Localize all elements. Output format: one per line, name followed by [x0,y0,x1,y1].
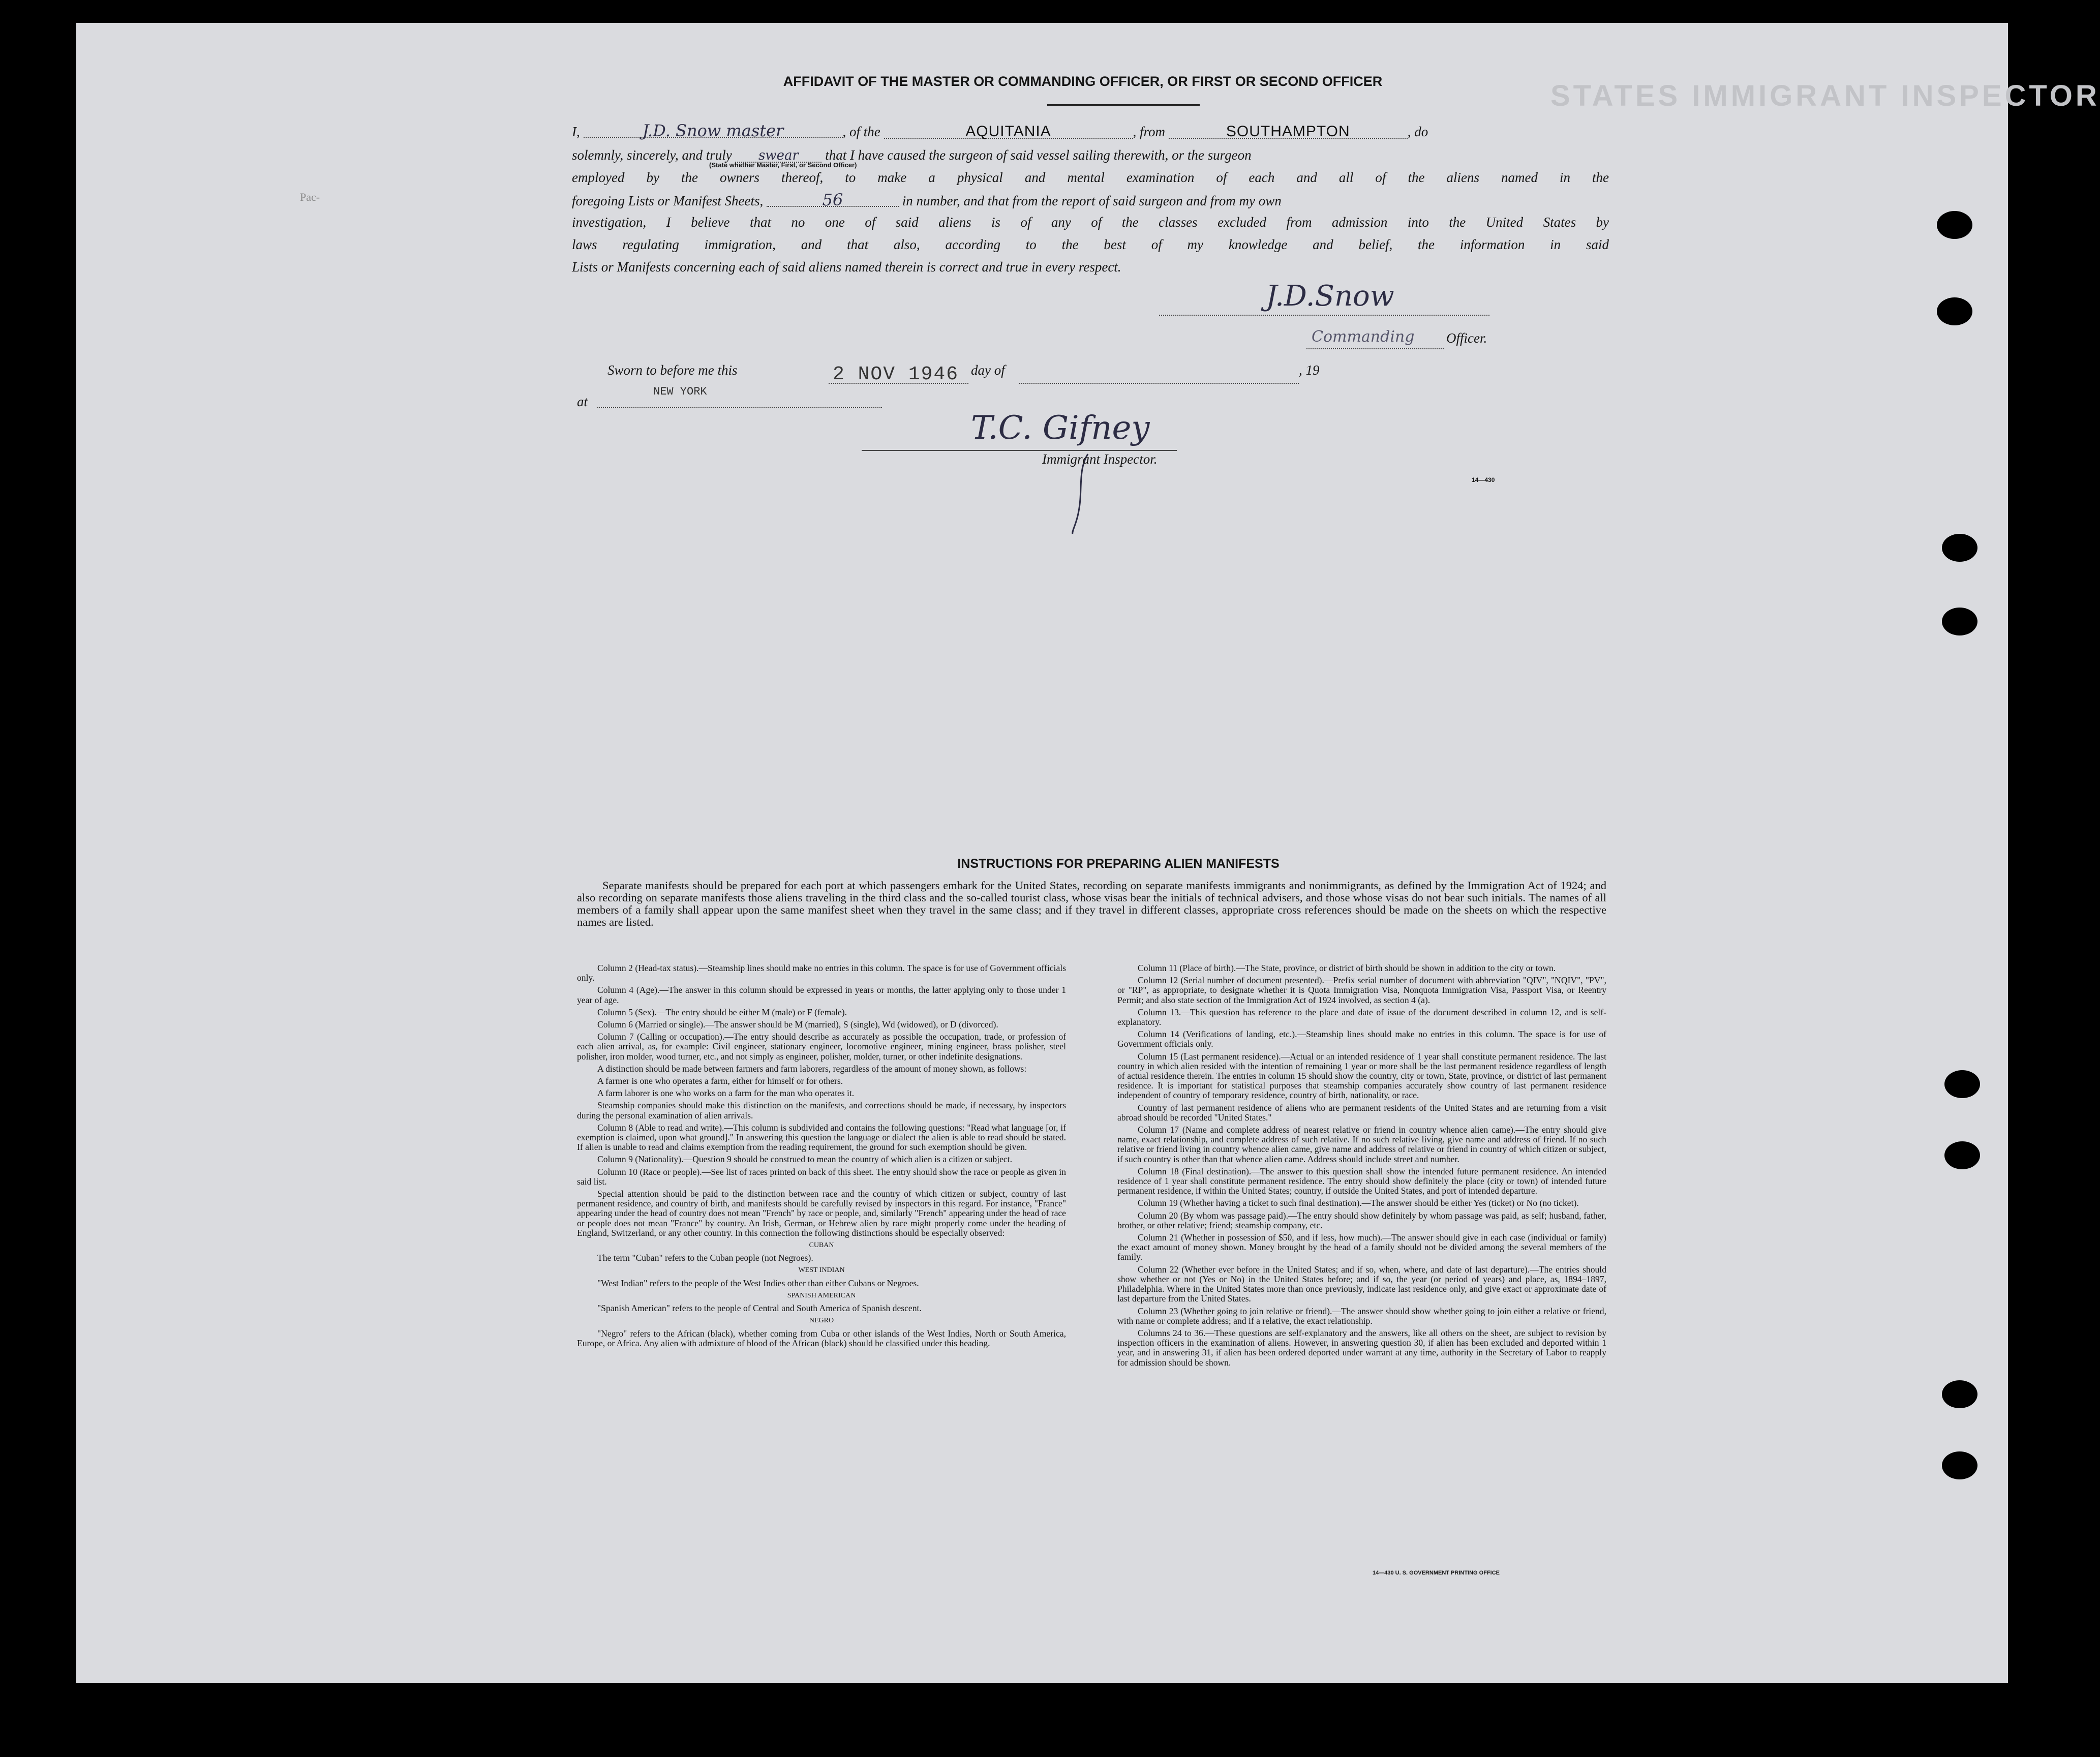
punch-hole [1937,211,1972,239]
instruction-paragraph: A farm laborer is one who works on a farm for the man who operates it. [597,1088,855,1099]
instruction-paragraph: Column 23 (Whether going to join relative or friend).—The answer should show whether going to join either a relative or friend, with name or complete address; and if a relative, the exact relationship. [1117,1306,1606,1326]
instruction-paragraph: Column 4 (Age).—The answer in this column should be expressed in years or months, the latter applying only to those under 1 year of age. [577,985,1066,1005]
instructions-right-column [1117,963,1606,1370]
instruction-paragraph: Special attention should be paid to the distinction between race and the country of which citizen or subject, country of last permanent residence, and country of birth, and manifests should be carefully revised by inspectors in this regard. For instance, "France" appearing under the head of country does not mean "French" by race or people, and, similarly "French" appearing under the head of race or people does not mean "France" by country. An Irish, German, or Hebrew alien by race might properly come under the heading of England, Switzerland, or any other country. In this connection the following distinctions should be especially observed: [577,1189,1066,1238]
printer-line: 14—430 U. S. GOVERNMENT PRINTING OFFICE [1373,1570,1500,1576]
instruction-paragraph: Column 10 (Race or people).—See list of races printed on back of this sheet. The entry should show the race or people as given in said list. [577,1166,1066,1187]
instruction-paragraph: Column 14 (Verifications of landing, etc.).—Steamship lines should make no entries in this column. The space is for use of Government officials only. [1117,1029,1606,1049]
departure-port-field: SOUTHAMPTON [1169,120,1408,139]
affidavit-line-7: Lists or Manifests concerning each of said aliens named therein is correct and true in every respect. [572,259,1121,275]
section-heading: CUBAN [809,1241,834,1250]
punch-hole [1944,1070,1980,1098]
instruction-paragraph: A distinction should be made between farmers and farm laborers, regardless of the amount of money shown, as follows: [597,1063,1027,1074]
punch-hole [1937,297,1972,325]
instruction-paragraph: Column 13.—This question has reference to the place and date of issue of the document described in column 12, and is self-explanatory. [1117,1007,1606,1027]
instruction-paragraph: "West Indian" refers to the people of the West Indies other than either Cubans or Negroes. [597,1278,919,1288]
instruction-paragraph: A farmer is one who operates a farm, either for himself or for others. [597,1076,843,1086]
instruction-paragraph: Column 8 (Able to read and write).—This column is subdivided and contains the following questions: "Read what language [or, if exemption is claimed, upon what ground]." In answering this question the language or dialect the alien is able to read should be stated. If alien is unable to read and claims exemption from the reading requirement, the ground for such exemption should be given. [577,1122,1066,1153]
section-heading: NEGRO [809,1317,834,1325]
day-line [829,383,968,384]
instruction-paragraph: Column 9 (Nationality).—Question 9 should be construed to mean the country of which alien is a citizen or subject. [597,1154,1012,1165]
master-signature: J.D.Snow [1266,280,1394,313]
instruction-paragraph: Column 22 (Whether ever before in the United States; and if so, when, where, and date of last departure).—The entries should show whether or not (Yes or No) in the United States before; and if so, the year (or period of years) and place, as, 1894–1897, Philadelphia. Where in the United States more than once previously, indicate last residence only, and give exact or approximate date of last departure from the United States. [1117,1264,1606,1304]
instruction-paragraph: Steamship companies should make this distinction on the manifests, and corrections should be made, if necessary, by inspectors during the personal examination of alien arrivals. [577,1100,1066,1120]
instruction-paragraph: "Negro" refers to the African (black), whether coming from Cuba or other islands of the West Indies, North or South America, Europe, or Africa. Any alien with admixture of blood of the African (black) should be classified under this heading. [577,1328,1066,1348]
instruction-paragraph: Columns 24 to 36.—These questions are self-explanatory and the answers, like all others on the sheet, are subject to revision by inspection officers in the examination of aliens. However, in answering question 30, if alien has been excluded and deported within 1 year, and in answering 31, if alien has been ordered deported under warrant at any time, authority in the Secretary of Labor to reapply for admission should be shown. [1117,1327,1606,1368]
instruction-paragraph: Column 2 (Head-tax status).—Steamship lines should make no entries in this column. The space is for use of Government officials only. [577,963,1066,983]
date-stamp: 2 NOV 1946 [833,363,959,385]
sworn-label: Sworn to before me this [607,362,738,378]
punch-hole [1942,534,1977,562]
instruction-paragraph: Column 11 (Place of birth).—The State, province, or district of birth should be shown in addition to the city or town. [1138,963,1556,973]
officer-name-field: J.D. Snow master [584,119,843,138]
instructions-title: INSTRUCTIONS FOR PREPARING ALIEN MANIFESTS [957,857,1280,871]
place-line [597,407,882,408]
document-page [76,23,2100,1683]
affidavit-title: AFFIDAVIT OF THE MASTER OR COMMANDING OFFICER, OR FIRST OR SECOND OFFICER [783,74,1383,89]
officer-rank-note: (State whether Master, First, or Second Officer) [709,161,857,169]
swear-field: swear [735,144,821,163]
form-number: 14—430 [1472,476,1495,483]
at-label: at [577,394,588,409]
rank-line [1306,348,1444,349]
affidavit-line-4: foregoing Lists or Manifest Sheets, 56 in number, and that from the report of said surgeon and from my own [572,189,1609,212]
officer-label: Officer. [1446,330,1487,346]
section-heading: WEST INDIAN [798,1266,845,1275]
instruction-paragraph: Column 12 (Serial number of document presented).—Prefix serial number of document with abbreviation "QIV", "NQIV", "PV", or "RP", as appropriate, to designate whether it is Quota Immigration Visa, Nonquota Immigration Visa, Passport Visa, or Reentry Permit; and also state section of the Immigration Act of 1924 involved, as section 4 (a). [1117,975,1606,1005]
inspector-label: Immigrant Inspector. [1042,451,1158,467]
instructions-intro: Separate manifests should be prepared for each port at which passengers embark for the United States, recording on separate manifests immigrants and nonimmigrants, as defined by the Immigration Act of 1924; and also recording on separate manifests those aliens traveling in the third class and the so-called tourist class, whose visas bear the initials of technical advisers, and those whose visas do not bear such initials. The names of all members of a family shall appear upon the same manifest sheet when they travel in the same class; and if they travel in different classes, appropriate cross references should be made on the sheets on which the respective names are listed. [577,879,1606,928]
instruction-paragraph: Column 15 (Last permanent residence).—Actual or an intended residence of 1 year shall constitute permanent residence. The last country in which alien resided with the intention of remaining 1 year or more shall be the last permanent residence regardless of length of actual residence therein. The entries in column 15 should show the country, city or town, State, province, or district of last permanent residence. It is important for statistical purposes that steamship companies accurately show country of last permanent residence independent of country of temporary residence, country of birth, nationality, or race. [1117,1051,1606,1101]
instruction-paragraph: Column 7 (Calling or occupation).—The entry should describe as accurately as possible the occupation, trade, or profession of each alien arrival, as, for example: Civil engineer, stationary engineer, locomotive engineer, mining engineer, brass polisher, steel polisher, iron molder, wood turner, etc., and not simply as engineer, polisher, molder, turner, or other indefinite designations. [577,1032,1066,1062]
instruction-paragraph: Country of last permanent residence of aliens who are permanent residents of the United States and are returning from a visit abroad should be recorded "United States." [1117,1102,1606,1123]
month-line [1019,383,1299,384]
inspector-signature: T.C. Gifney [971,409,1150,447]
year-label: , 19 [1299,362,1320,378]
punch-hole [1942,1451,1977,1479]
title-rule [1047,104,1200,106]
vessel-name-field: AQUITANIA [884,120,1133,139]
instruction-paragraph: Column 18 (Final destination).—The answer to this question shall show the intended future permanent residence. An intended residence of 1 year shall constitute permanent residence. The entry should show definitely the place (city or town) of intended future permanent residence, if within the United States; country, if outside the United States, and port of intended departure. [1117,1166,1606,1196]
affidavit-line-6: laws regulating immigration, and that also, according to the best of my knowledge and belief, the information in said [572,237,1609,252]
section-heading: SPANISH AMERICAN [787,1291,856,1299]
margin-mark: Pac- [300,191,320,203]
bleed-through-text: STATES IMMIGRANT INSPECTOR [1550,79,2100,112]
affidavit-line-1: I, J.D. Snow master , of the AQUITANIA , from SOUTHAMPTON , do [572,119,1609,143]
instruction-paragraph: Column 20 (By whom was passage paid).—The entry should show definitely by whom passage was paid, as self; husband, father, brother, or other relative; friend; steamship company, etc. [1117,1210,1606,1230]
inspector-line [862,450,1177,451]
punch-hole [1944,1141,1980,1169]
instruction-paragraph: Column 19 (Whether having a ticket to such final destination).—The answer should be either Yes (ticket) or No (no ticket). [1138,1198,1579,1208]
instructions-left-column [577,963,1066,1351]
instruction-paragraph: The term "Cuban" refers to the Cuban people (not Negroes). [597,1253,813,1263]
affidavit-line-2: solemnly, sincerely, and truly swear that I have caused the surgeon of said vessel sailing therewith, or the surgeon [572,144,1609,166]
instruction-paragraph: Column 5 (Sex).—The entry should be either M (male) or F (female). [597,1007,847,1017]
signature-line [1159,315,1489,316]
rank-handwritten: Commanding [1312,328,1415,346]
affidavit-line-5: investigation, I believe that no one of said aliens is of any of the classes excluded from admission into the United States by [572,215,1609,230]
sheet-count-field: 56 [767,189,899,207]
punch-hole [1942,608,1977,635]
instruction-paragraph: Column 17 (Name and complete address of nearest relative or friend in country whence alien came).—The entry should give name, exact relationship, and complete address of such relative. If no such relative living, give name and address of friend. If no such relative or friend living in country whence alien came, give name and address of relative or friend in country of which citizen or subject, if such country is other than that whence alien came. Address should include street and number. [1117,1125,1606,1164]
instruction-paragraph: Column 6 (Married or single).—The answer should be M (married), S (single), Wd (widowed), or D (divorced). [597,1019,998,1030]
instruction-paragraph: Column 21 (Whether in possession of $50, and if less, how much).—The answer should give in each case (individual or family) the exact amount of money shown. Money brought by the head of a family should not be divided among the several members of the family. [1117,1232,1606,1262]
affidavit-line-3: employed by the owners thereof, to make a physical and mental examination of each and all of the aliens named in the [572,170,1609,185]
instruction-paragraph: "Spanish American" refers to the people of Central and South America of Spanish descent. [597,1303,922,1314]
place-field: NEW YORK [653,385,707,398]
punch-hole [1942,1380,1977,1408]
day-of-label: day of [971,362,1005,378]
